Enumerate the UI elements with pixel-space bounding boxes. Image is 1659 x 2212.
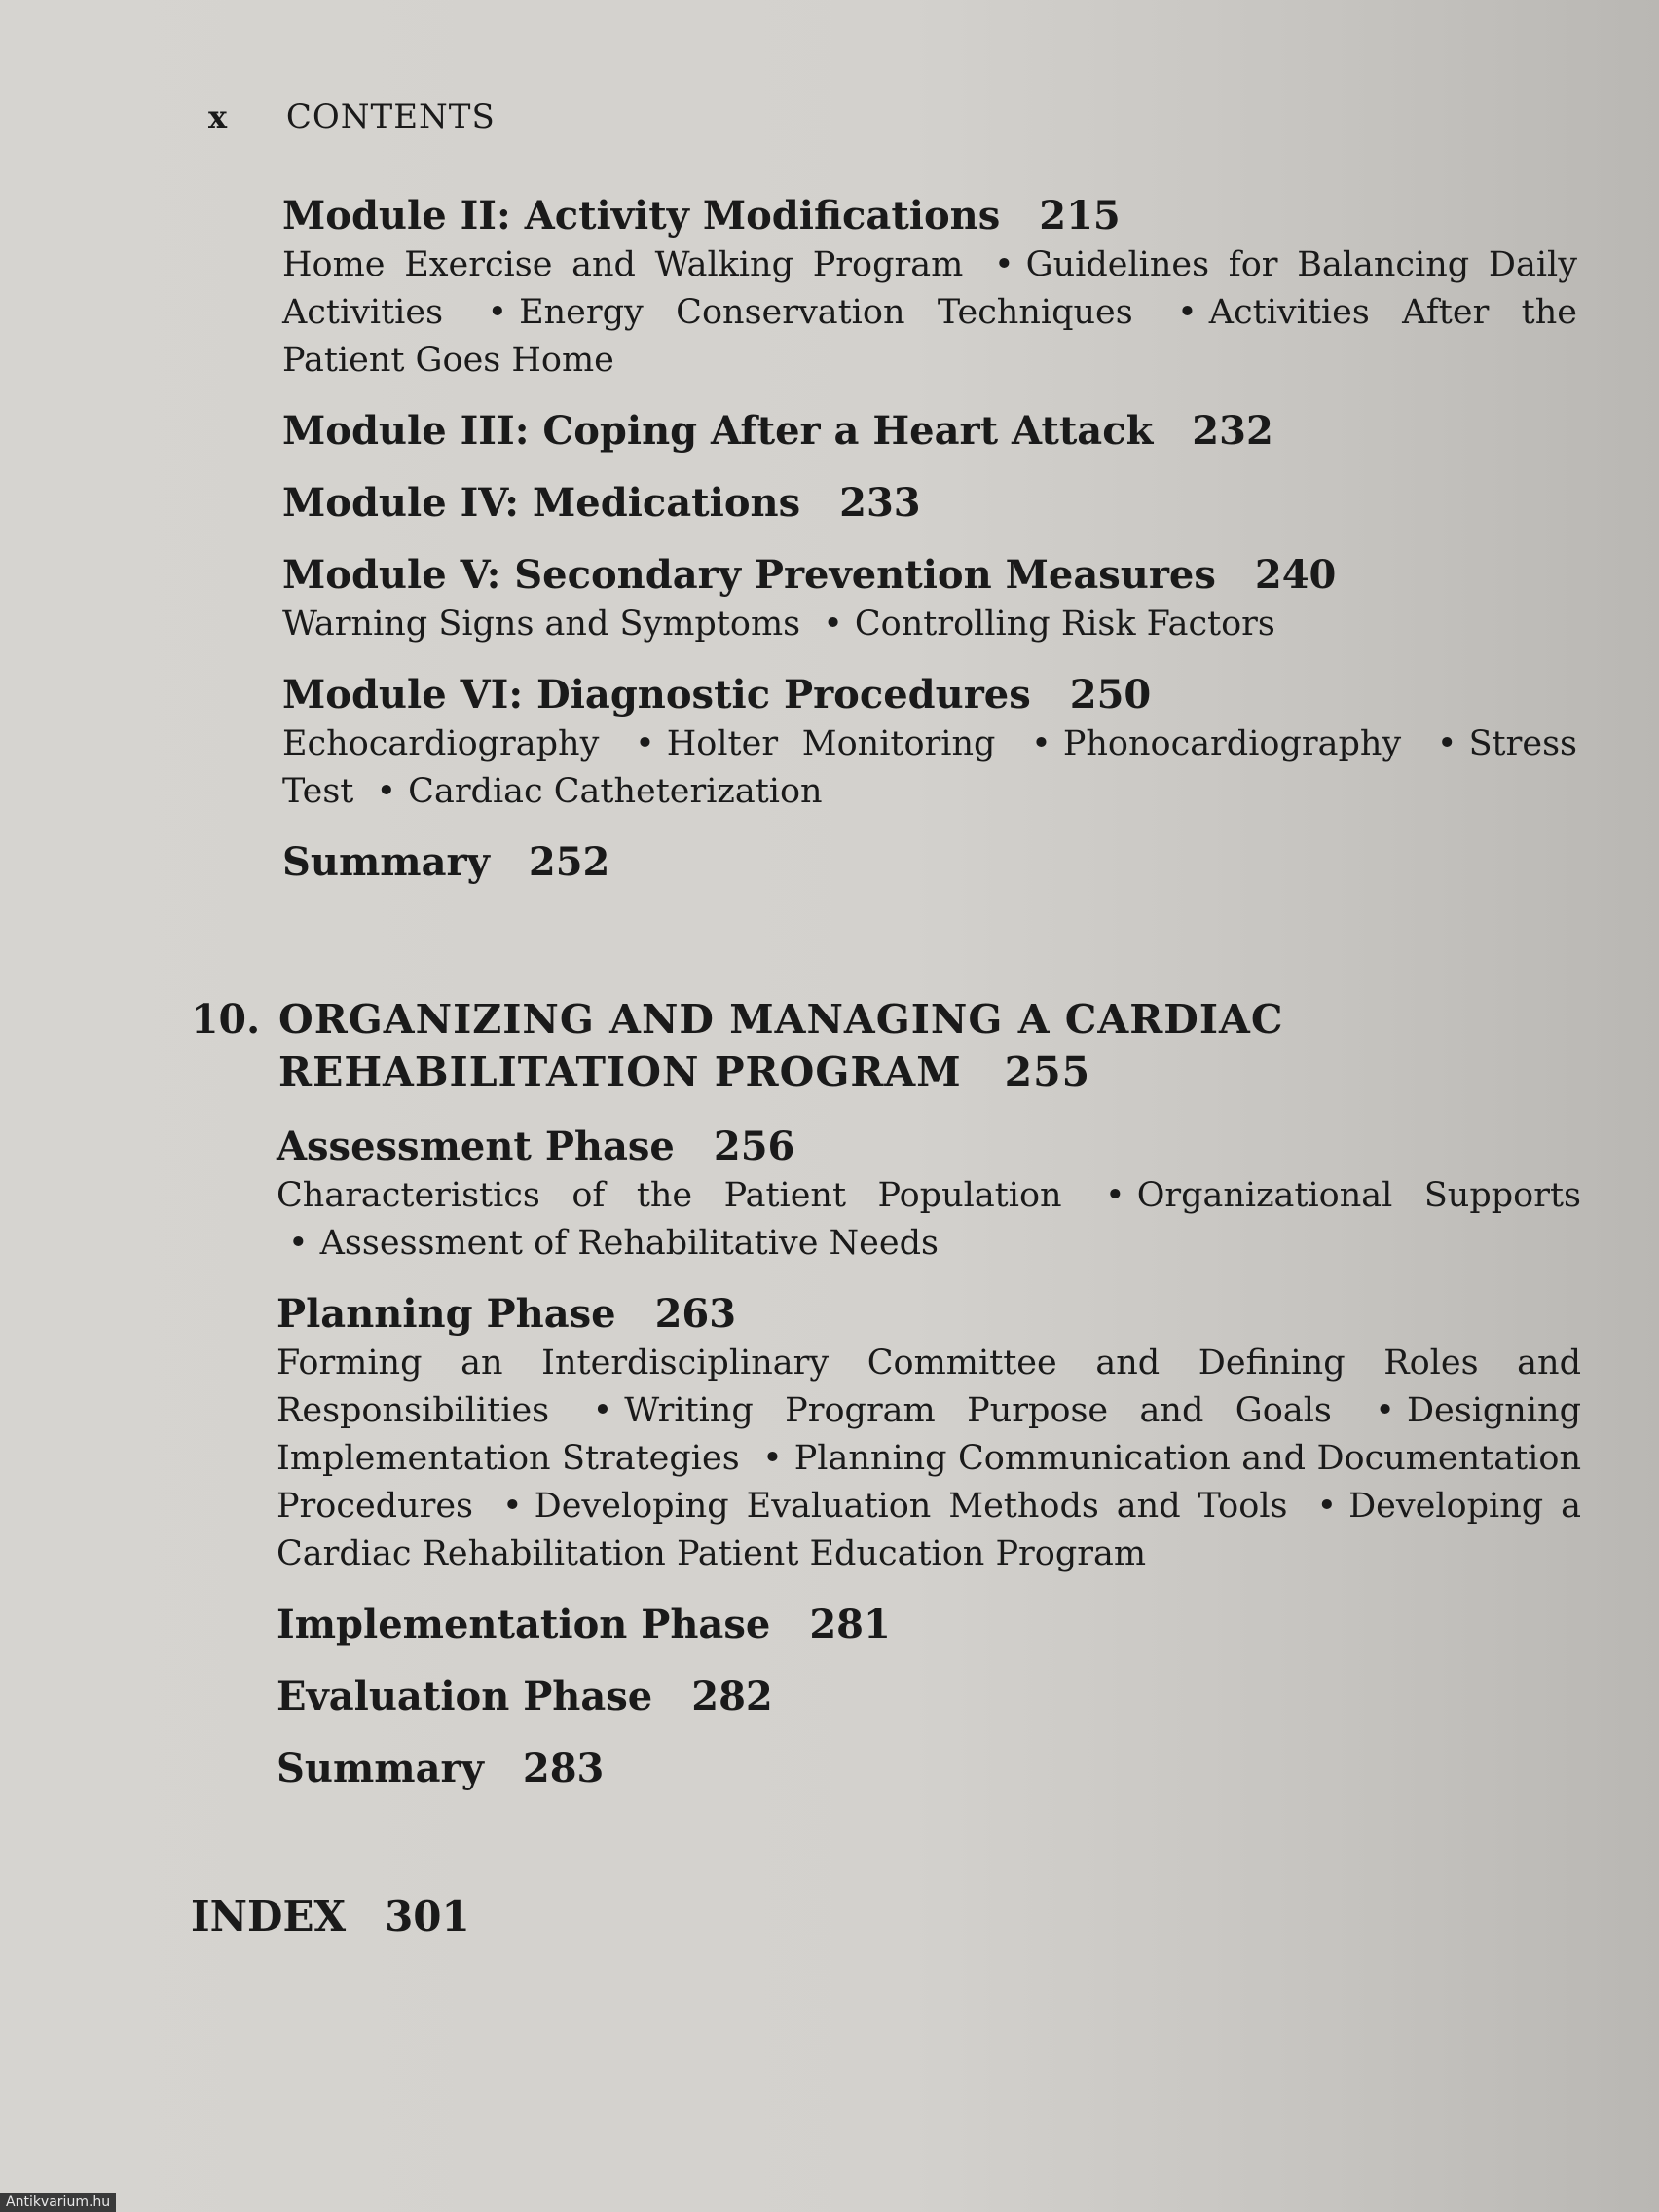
toc-entry	[276, 1744, 1581, 1794]
entry-page: 282	[691, 1674, 773, 1719]
entry-heading	[276, 1672, 1581, 1722]
entry-heading	[282, 406, 1577, 457]
topic: Designing Implementation Strategies	[276, 1391, 1581, 1478]
chapter-page: 255	[1004, 1049, 1091, 1095]
entry-page: 252	[528, 839, 610, 885]
toc-entry	[282, 406, 1577, 457]
entry-title: Summary	[282, 839, 490, 885]
entry-title: Planning Phase	[276, 1291, 616, 1337]
bullet-icon: •	[1177, 293, 1198, 332]
entry-heading	[276, 1600, 1581, 1650]
entry-page: 256	[713, 1124, 795, 1169]
entry-heading	[276, 1744, 1581, 1794]
topic: Echocardiography	[282, 724, 600, 763]
bullet-icon: •	[1316, 1487, 1338, 1526]
topic: Stress Test	[282, 724, 1577, 811]
entry-title: Module IV: Medications	[282, 480, 801, 526]
bullet-icon: •	[288, 1224, 309, 1263]
bullet-icon: •	[376, 772, 397, 811]
topic: Organizational Supports	[1136, 1176, 1581, 1215]
entry-heading	[276, 1122, 1581, 1172]
toc-entry	[276, 1289, 1581, 1578]
entry-title: Implementation Phase	[276, 1602, 771, 1647]
topic: Energy Conservation Techniques	[519, 293, 1133, 332]
entry-topics	[276, 1172, 1581, 1268]
module-list	[282, 191, 1577, 909]
toc-entry	[282, 550, 1577, 648]
section-list	[276, 1122, 1581, 1816]
bullet-icon: •	[1375, 1391, 1395, 1430]
topic: Controlling Risk Factors	[854, 605, 1275, 644]
bullet-icon: •	[762, 1439, 783, 1478]
bullet-icon: •	[487, 293, 508, 332]
topic: Developing a Cardiac Rehabilitation Patient Education Program	[276, 1487, 1581, 1573]
entry-title: Module V: Secondary Prevention Measures	[282, 552, 1216, 598]
entry-page: 263	[654, 1291, 737, 1337]
topic: Planning Communication and Documentation Procedures	[276, 1439, 1581, 1526]
watermark: Antikvarium.hu	[0, 2193, 116, 2212]
entry-heading	[282, 550, 1577, 601]
topic: Home Exercise and Walking Program	[282, 245, 964, 284]
entry-topics	[282, 601, 1577, 648]
topic: Phonocardiography	[1062, 724, 1402, 763]
entry-page: 283	[522, 1746, 605, 1791]
toc-entry	[276, 1672, 1581, 1722]
entry-title: Assessment Phase	[276, 1124, 675, 1169]
bullet-icon: •	[823, 605, 843, 644]
entry-title: Module III: Coping After a Heart Attack	[282, 408, 1154, 454]
bullet-icon: •	[501, 1487, 523, 1526]
toc-entry	[282, 670, 1577, 816]
entry-page: 232	[1192, 408, 1273, 454]
topic: Warning Signs and Symptoms	[282, 605, 801, 644]
topic: Assessment of Rehabilitative Needs	[319, 1224, 939, 1263]
chapter-heading	[191, 993, 1301, 1098]
index-entry	[191, 1893, 470, 1940]
index-label: INDEX	[191, 1893, 347, 1940]
entry-page: 233	[839, 480, 921, 526]
toc-entry	[276, 1600, 1581, 1650]
topic: Characteristics of the Patient Population	[276, 1176, 1062, 1215]
entry-page: 240	[1254, 552, 1337, 598]
entry-topics	[276, 1340, 1581, 1578]
entry-title: Summary	[276, 1746, 484, 1791]
topic: Writing Program Purpose and Goals	[624, 1391, 1332, 1430]
entry-heading	[282, 837, 1577, 888]
toc-entry	[282, 478, 1577, 529]
entry-topics	[282, 241, 1577, 385]
bullet-icon: •	[635, 724, 655, 763]
bullet-icon: •	[592, 1391, 613, 1430]
topic: Holter Monitoring	[666, 724, 996, 763]
entry-page: 250	[1069, 672, 1152, 718]
topic: Activities After the Patient Goes Home	[282, 293, 1577, 380]
entry-title: Module II: Activity Modifications	[282, 193, 1001, 239]
running-header	[208, 97, 496, 136]
toc-entry	[276, 1122, 1581, 1268]
toc-entry	[282, 837, 1577, 888]
topic: Developing Evaluation Methods and Tools	[534, 1487, 1288, 1526]
bullet-icon: •	[1031, 724, 1051, 763]
index-page: 301	[385, 1893, 470, 1940]
entry-heading	[276, 1289, 1581, 1340]
entry-title: Module VI: Diagnostic Procedures	[282, 672, 1031, 718]
entry-page: 215	[1039, 193, 1121, 239]
topic: Forming an Interdisciplinary Committee and Defining Roles and Responsibilities	[276, 1344, 1581, 1430]
entry-heading	[282, 478, 1577, 529]
header-title: CONTENTS	[285, 97, 496, 136]
entry-heading	[282, 191, 1577, 241]
entry-title: Evaluation Phase	[276, 1674, 653, 1719]
chapter-title: ORGANIZING AND MANAGING A CARDIAC REHABILITATION PROGRAM	[278, 996, 1284, 1095]
topic: Cardiac Catheterization	[408, 772, 823, 811]
bullet-icon: •	[1436, 724, 1457, 763]
bullet-icon: •	[1105, 1176, 1125, 1215]
topic: Guidelines for Balancing Daily Activities	[282, 245, 1577, 332]
entry-page: 281	[809, 1602, 891, 1647]
bullet-icon: •	[993, 245, 1014, 284]
entry-heading	[282, 670, 1577, 720]
entry-topics	[282, 720, 1577, 816]
page-numeral: x	[208, 98, 229, 135]
chapter-number: 10.	[191, 996, 261, 1043]
toc-entry	[282, 191, 1577, 385]
